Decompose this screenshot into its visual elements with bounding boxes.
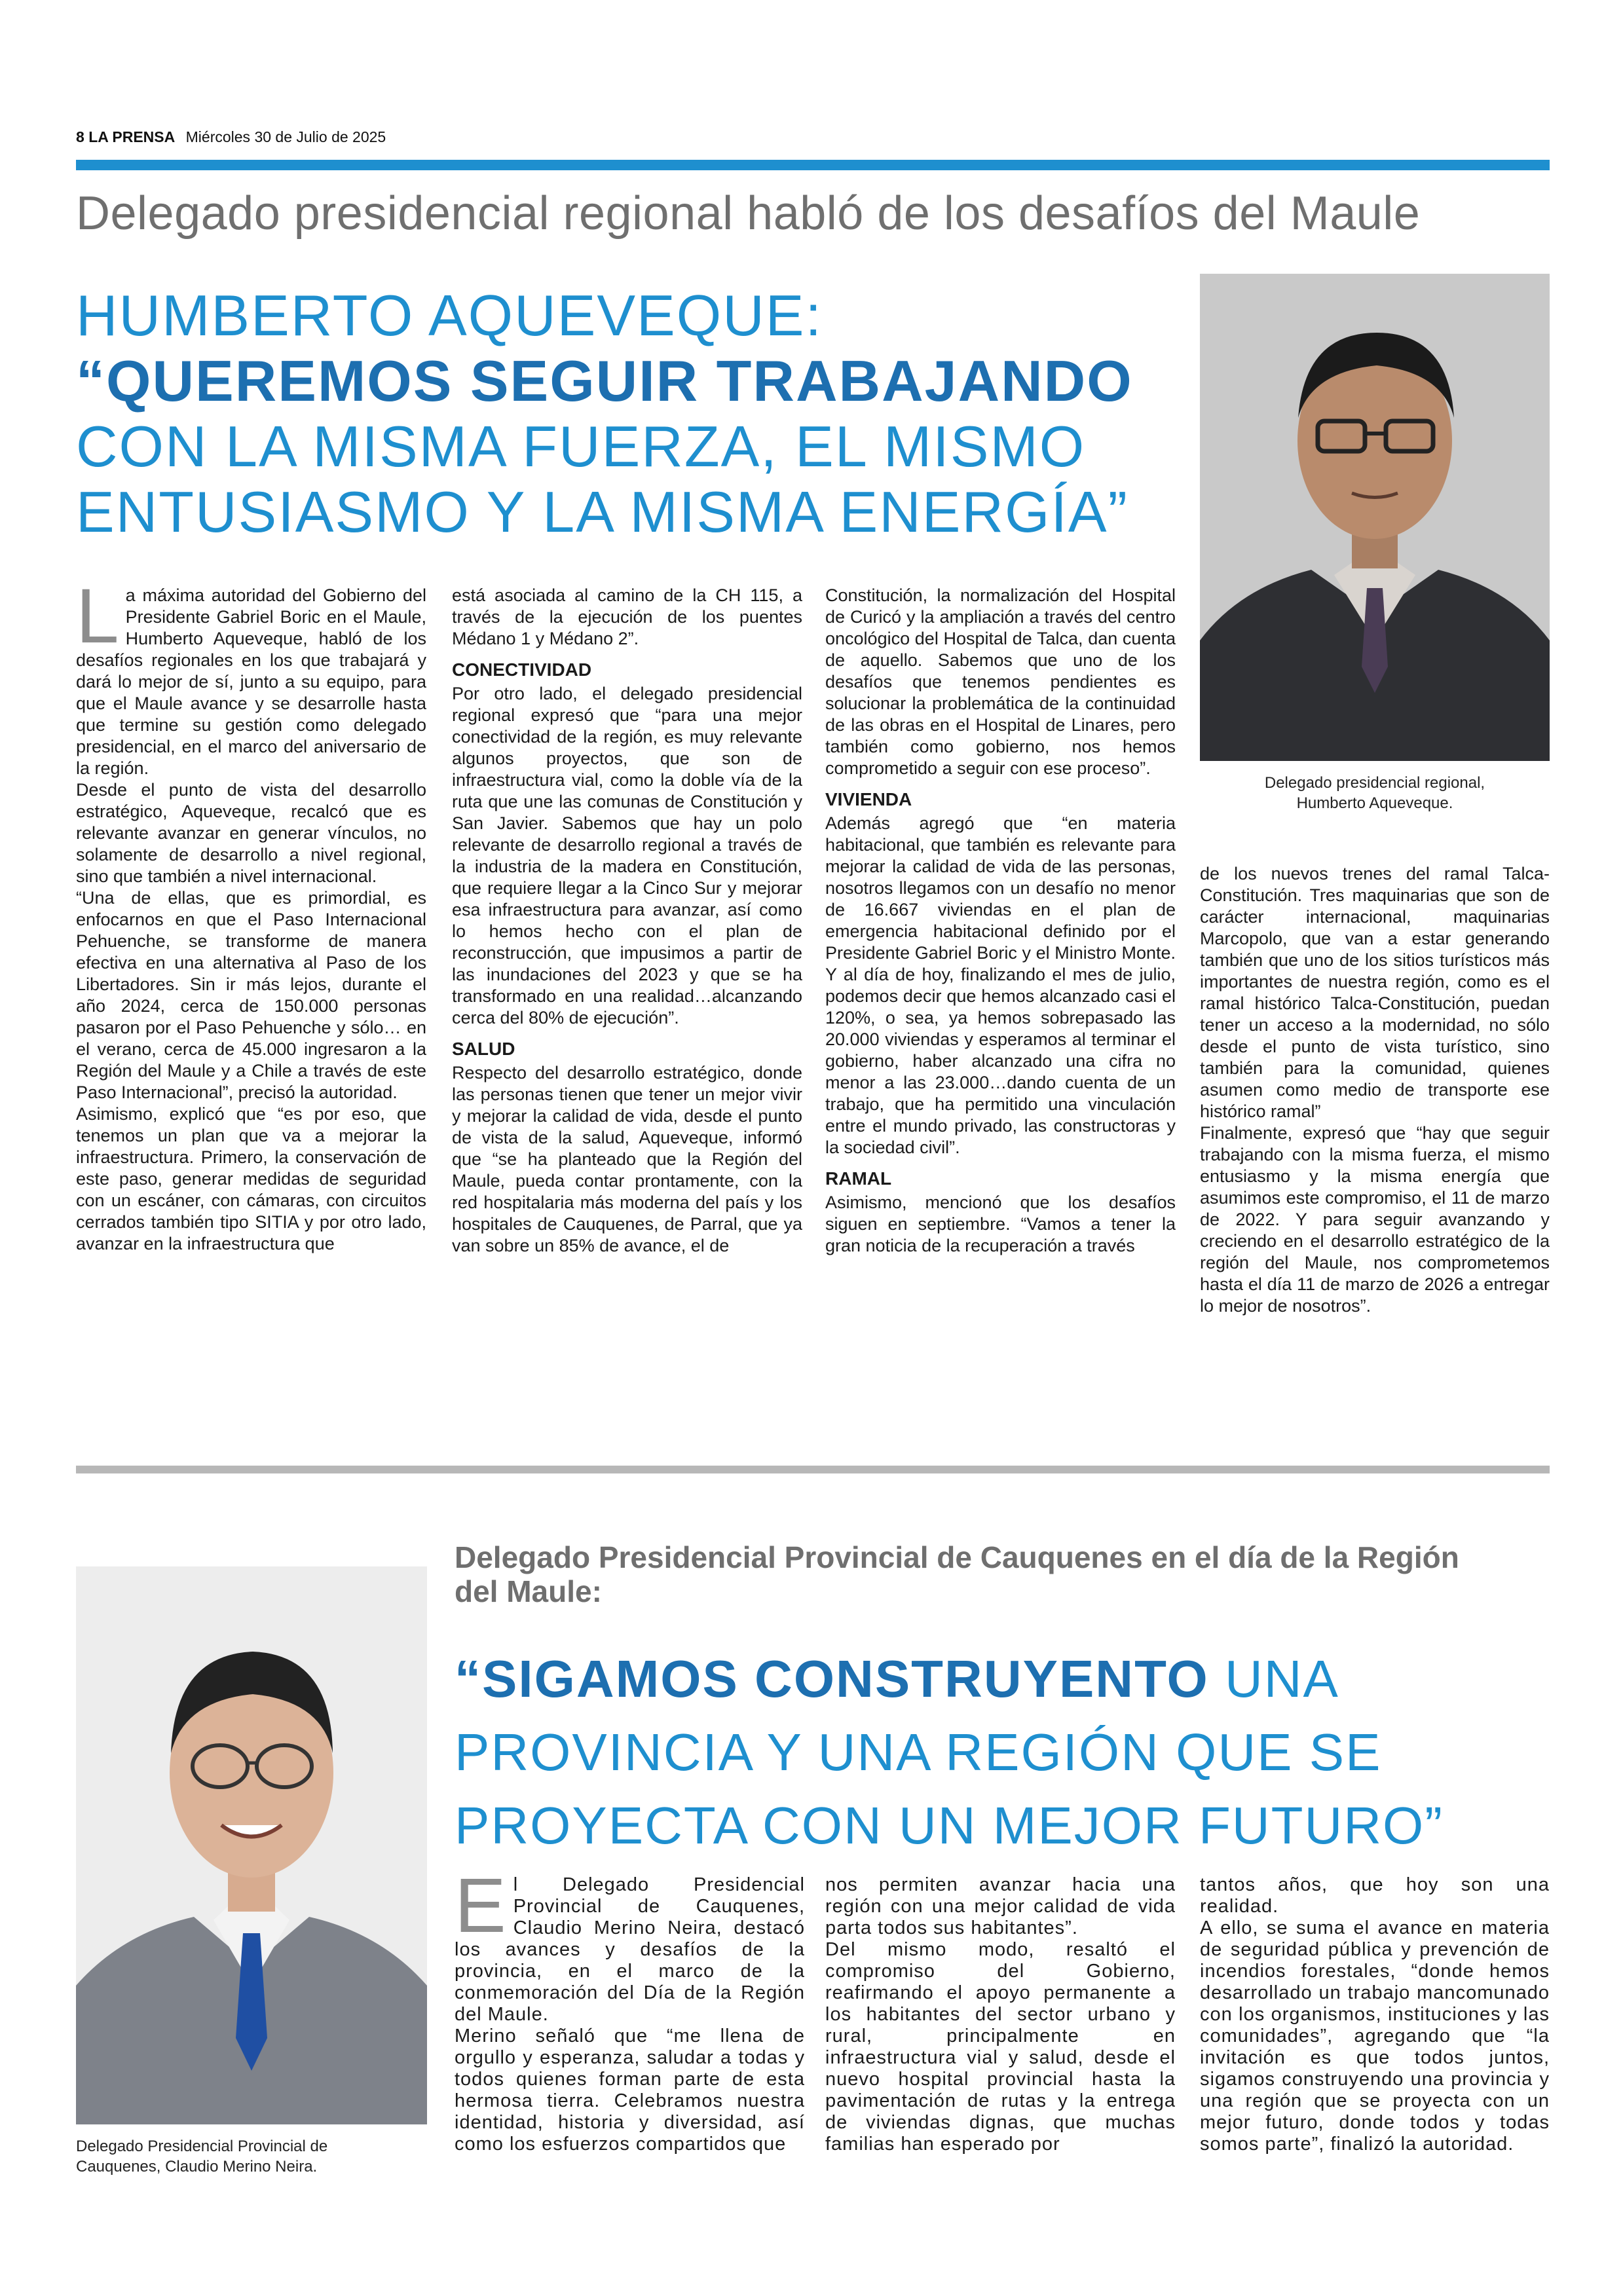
- page-number: 8: [76, 128, 84, 145]
- article1-column-1: L a máxima autoridad del Gobierno del Presidente Gabriel Boric en el Maule, Humberto Aqueveque, habló de los desafíos regionales en los que trabajará y dará lo mejor de sí, junto a su equipo, para que el Maule avance y se desarrolle hasta que termine su gestión como delegado presidencial, en el marco del aniversario de la región. Desde el punto de vista del desarrollo estratégico, Aqueveque, recalcó que es relevante avanzar en generar vínculos, no solamente de desarrollo a nivel regional, sino que también a nivel internacional. “Una de ellas, que es primordial, es enfocarnos en que el Paso Internacional Pehuenche, se transforme de manera efectiva en una alternativa al Paso de los Libertadores. Sin ir más lejos, durante el año 2024, cerca de 150.000 personas pasaron por el Paso Pehuenche y sólo… en el verano, cerca de 45.000 ingresaron a la Región del Maule y a Chile a través de este Paso Internacional”, precisó la autoridad. Asimismo, explicó que “es por eso, que tenemos un plan que va a mejorar la infraestructura. Primero, la conservación de este paso, generar medidas de seguridad con un escáner, con cámaras, con circuitos cerrados también tipo SITIA y por otro lado, avanzar en la infraestructura que: [76, 573, 426, 1253]
- dropcap: L: [76, 573, 119, 659]
- portrait-photo-merino: [76, 1566, 427, 2124]
- article2-column-1: E l Delegado Presidencial Provincial de Cauquenes, Claudio Merino Neira, destacó los avances y desafíos de la provincia, en el marco de la conmemoración del Día de la Región del Maule. Merino señaló que “me llena de orgullo y esperanza, saludar a todas y todos quienes forman parte de esta hermosa tierra. Celebramos nuestra identidad, historia y diversidad, así como los esfuerzos compartidos que: [455, 1862, 805, 2155]
- article1-column-2: está asociada al camino de la CH 115, a través de la ejecución de los puentes Médano 1 y Médano 2”. CONECTIVIDAD Por otro lado, el delegado presidencial regional expresó que “para una mejor conectividad de la región, es muy relevante algunos proyectos, que son de infraestructura vial, como la doble vía de la ruta que une las comunas de Constitución y San Javier. Sabemos que hay un polo relevante de desarrollo regional a través de la industria de la madera en Constitución, que requiere llegar a la Cinco Sur y mejorar esa infraestructura para avanzar, así como lo hemos hecho con el plan de reconstrucción, que impusimos a partir de las inundaciones del 2023 y que se ha transformado en una realidad…alcanzando cerca del 80% de ejecución”. SALUD Respecto del desarrollo estratégico, donde las personas tienen que tener un mejor vivir y mejorar la calidad de vida, desde el punto de vista de la salud, Aqueveque, informó que “se ha planteado que la Región del Maule, pueda contar prontamente, con la red hospitalaria más moderna del país y los hospitales de Cauquenes, de Parral, que ya van sobre un 85% de avance, el de: [452, 585, 802, 1255]
- subhead-salud: SALUD: [452, 1039, 515, 1059]
- headline-line-2: “QUEREMOS SEGUIR TRABAJANDO: [76, 348, 1133, 413]
- article2-column-2: nos permiten avanzar hacia una región con una mejor calidad de vida parta todos sus habitantes”. Del mismo modo, resaltó el compromiso del Gobierno, reafirmando el apoyo permanente a los habitantes del sector urbano y rural, principalmente en infraestructura vial y salud, desde el nuevo hospital provincial hasta la pavimentación de rutas y la entrega de viviendas dignas, que muchas familias han esperado por: [825, 1874, 1176, 2155]
- article1-column-3: Constitución, la normalización del Hospital de Curicó y la ampliación a través del centro oncológico del Hospital de Talca, dan cuenta de aquello. Sabemos que uno de los desafíos que tenemos pendientes es solucionar la problemática de la continuidad de las obras en el Hospital de Linares, pero también como gobierno, nos hemos comprometido a seguir con ese proceso”. VIVIENDA Además agregó que “en materia habitacional, que también es relevante para mejorar la calidad de vida de las personas, nosotros llegamos con un desafío no menor de 16.667 viviendas en el plan de emergencia habitacional definido por el Presidente Gabriel Boric y el Ministro Monte. Y al día de hoy, finalizando el mes de julio, podemos decir que hemos alcanzado casi el 120%, o sea, ya hemos sobrepasado las 20.000 viviendas y esperamos al terminar el gobierno, haber alcanzado una cifra no menor a las 23.000…dando cuenta de un trabajo, que ha permitido una vinculación entre el mundo privado, las constructoras y la sociedad civil”. RAMAL Asimismo, mencionó que los desafíos siguen en septiembre. “Vamos a tener la gran noticia de la recuperación a través: [825, 585, 1176, 1255]
- subhead-conectividad: CONECTIVIDAD: [452, 659, 592, 680]
- headline-line-3: CON LA MISMA FUERZA, EL MISMO: [76, 414, 1086, 479]
- article1-kicker: Delegado presidencial regional habló de los desafíos del Maule: [76, 187, 1421, 240]
- section-divider: [76, 1466, 1550, 1473]
- portrait-illustration: [1200, 274, 1550, 761]
- subhead-ramal: RAMAL: [825, 1168, 892, 1189]
- headline2-line-2: PROVINCIA Y UNA REGIÓN QUE SE: [455, 1723, 1382, 1781]
- article1-column-4: de los nuevos trenes del ramal Talca-Constitución. Tres maquinarias que son de carácter internacional, maquinarias Marcopolo, que van a estar generando también que uno de los sitios turísticos más importantes de nuestra región, como es el ramal histórico Talca-Constitución, puedan tener un acceso a la modernidad, no sólo desde el punto de vista turístico, sino también para la comunidad, quienes asumen como medio de transporte ese histórico ramal” Finalmente, expresó que “hay que seguir trabajando con la misma fuerza, el mismo entusiasmo y la misma energía que asumimos este compromiso, el 11 de marzo de 2022. Y para seguir avanzando y creciendo en el desarrollo estratégico de la región del Maule, nos comprometemos hasta el día 11 de marzo de 2026 a entregar lo mejor de nosotros”.: [1200, 864, 1550, 1316]
- subhead-vivienda: VIVIENDA: [825, 789, 912, 809]
- headline-line-1: HUMBERTO AQUEVEQUE:: [76, 283, 823, 348]
- article1-headline: [76, 283, 1189, 545]
- headline-line-4: ENTUSIASMO Y LA MISMA ENERGÍA”: [76, 479, 1129, 544]
- portrait-caption-merino: Delegado Presidencial Provincial de Cauquenes, Claudio Merino Neira.: [76, 2138, 328, 2176]
- article2-headline: [455, 1642, 1555, 1862]
- portrait-photo-aqueveque: [1200, 274, 1550, 761]
- issue-date: Miércoles 30 de Julio de 2025: [185, 128, 386, 145]
- article2-column-3: tantos años, que hoy son una realidad. A ello, se suma el avance en materia de seguridad pública y prevención de incendios forestales, “donde hemos desarrollado un trabajo mancomunado con los organismos, instituciones y las comunidades”, agregando que “la invitación es que todos juntos, sigamos construyendo una provincia y una región que se proyecta con un mejor futuro, donde todos y todas somos parte”, finalizó la autoridad.: [1200, 1874, 1550, 2155]
- portrait-caption-aqueveque: Delegado presidencial regional, Humberto Aqueveque.: [1264, 774, 1485, 812]
- paper-name: LA PRENSA: [88, 128, 176, 145]
- dropcap-2: E: [455, 1862, 507, 1949]
- headline2-line-1: “SIGAMOS CONSTRUYENTO UNA: [455, 1650, 1339, 1708]
- headline2-line-3: PROYECTA CON UN MEJOR FUTURO”: [455, 1796, 1444, 1855]
- page-header: [76, 128, 386, 146]
- portrait-illustration-2: [76, 1566, 427, 2124]
- article2-kicker: Delegado Presidencial Provincial de Cauquenes en el día de la Región del Maule:: [455, 1540, 1459, 1608]
- header-rule: [76, 160, 1550, 170]
